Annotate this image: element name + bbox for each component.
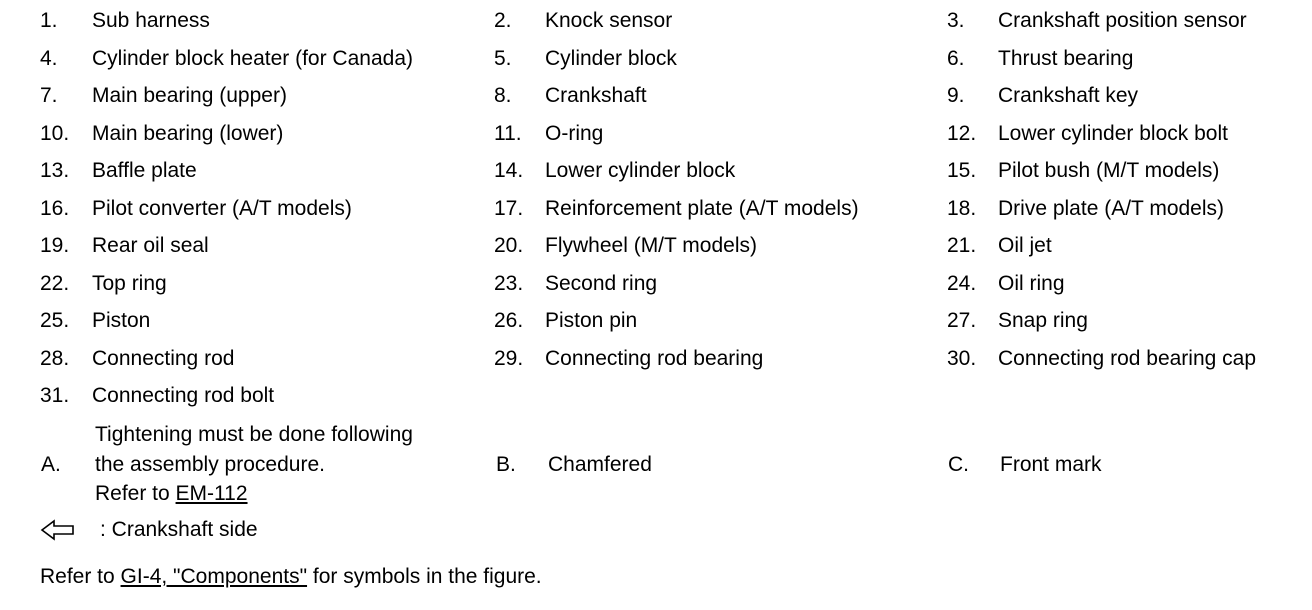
legend-row [0,6,1312,36]
item-label: Top ring [92,271,167,295]
item-label: Oil jet [998,234,1052,257]
note-letter-c: C. [948,453,969,476]
item-label: Lower cylinder block [545,159,736,182]
item-label: Snap ring [998,309,1088,332]
item-number: 30. [947,346,977,370]
item-label: Rear oil seal [92,234,209,257]
legend-row [0,381,1312,411]
item-label: Cylinder block heater (for Canada) [92,46,413,70]
item-label: Connecting rod bearing cap [998,346,1257,370]
item-label: Pilot converter (A/T models) [92,196,352,220]
legend-row [0,81,1312,111]
item-number: 29. [494,346,524,370]
item-label: Piston [92,309,151,332]
item-number: 21. [947,234,977,257]
note-letter-b: B. [496,453,516,476]
item-label: Piston pin [545,309,638,332]
item-number: 28. [40,346,70,370]
legend-row [0,44,1312,74]
em-112-link[interactable]: EM-112 [175,482,248,505]
item-number: 23. [494,271,524,295]
item-number: 2. [494,9,512,32]
legend-row [0,194,1312,224]
item-label: Crankshaft position sensor [998,9,1247,32]
legend-row [0,119,1312,149]
item-label: Crankshaft key [998,84,1139,107]
item-number: 11. [494,121,522,145]
gi-4-components-link[interactable]: GI-4, "Components" [120,565,308,588]
note-b-text: Chamfered [548,453,652,476]
note-a-line: Tightening must be done following [95,423,413,446]
footer-note [40,562,542,592]
item-label: Connecting rod bearing [545,346,764,370]
item-number: 4. [40,46,58,70]
legend-row [0,156,1312,186]
item-label: Reinforcement plate (A/T models) [545,196,859,220]
item-label: Lower cylinder block bolt [998,121,1228,145]
item-label: Oil ring [998,271,1065,295]
item-label: O-ring [545,121,604,145]
note-a-line: the assembly procedure. [95,452,325,476]
legend-row [0,269,1312,299]
note-letter-a: A. [41,453,61,476]
item-number: 1. [40,9,58,32]
note-a-refer-prefix: Refer to [95,482,176,505]
note-c-text: Front mark [1000,453,1102,476]
item-number: 17. [494,196,524,220]
item-number: 6. [947,46,965,70]
item-number: 22. [40,271,70,295]
footer-prefix: Refer to [40,565,121,588]
legend-row [0,306,1312,336]
item-label: Main bearing (upper) [92,84,287,107]
footer-suffix: for symbols in the figure. [307,565,542,588]
note-a-line [95,479,413,509]
legend-row [0,344,1312,374]
arrow-legend-text: : Crankshaft side [100,518,258,541]
item-number: 31. [40,384,70,407]
item-label: Thrust bearing [998,46,1134,70]
notes-row [0,420,1312,510]
item-label: Drive plate (A/T models) [998,196,1225,220]
item-number: 3. [947,9,965,32]
item-label: Flywheel (M/T models) [545,234,757,257]
note-a-text [95,420,413,509]
item-number: 13. [40,159,70,182]
item-number: 27. [947,309,977,332]
item-label: Pilot bush (M/T models) [998,159,1220,182]
item-number: 5. [494,46,512,70]
item-number: 24. [947,271,977,295]
item-label: Second ring [545,271,658,295]
item-label: Connecting rod [92,346,235,370]
legend-row [0,231,1312,261]
item-number: 7. [40,84,58,107]
item-number: 15. [947,159,977,182]
item-number: 14. [494,159,524,182]
item-number: 10. [40,121,70,145]
item-label: Connecting rod bolt [92,384,275,407]
arrow-legend [40,515,258,545]
hollow-left-arrow-icon [40,518,76,542]
item-number: 20. [494,234,524,257]
item-label: Sub harness [92,9,210,32]
item-label: Baffle plate [92,159,197,182]
item-number: 19. [40,234,70,257]
item-number: 9. [947,84,965,107]
item-label: Main bearing (lower) [92,121,284,145]
item-label: Cylinder block [545,46,677,70]
item-label: Crankshaft [545,84,647,107]
item-number: 16. [40,196,70,220]
item-number: 12. [947,121,977,145]
item-number: 25. [40,309,70,332]
item-label: Knock sensor [545,9,673,32]
item-number: 26. [494,309,524,332]
item-number: 18. [947,196,977,220]
item-number: 8. [494,84,512,107]
